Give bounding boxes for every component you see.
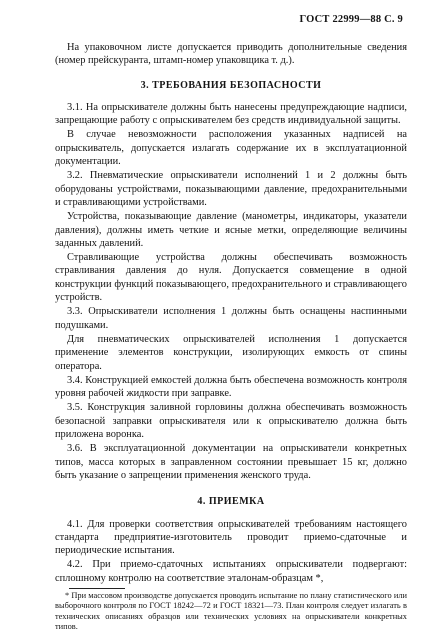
footnote-divider (69, 588, 125, 589)
paragraph-3-4: 3.4. Конструкцией емкостей должна быть обеспечена возможность контроля уровня рабочей жидкости при заправке. (55, 374, 407, 400)
footnote (55, 591, 407, 633)
paragraph-3-3-note: Для пневматических опрыскивателей исполнения 1 допускается применение элементов конструкции, изолирующих емкость от спины оператора. (55, 333, 407, 372)
page-header: ГОСТ 22999—88 С. 9 (299, 14, 403, 25)
paragraph-3-1-note: В случае невозможности расположения указанных надписей на опрыскиватель, допускается излагать содержание их в эксплуатационной документации. (55, 129, 407, 168)
section-4-title: 4. ПРИЕМКА (197, 496, 265, 508)
paragraph-4-1: 4.1. Для проверки соответствия опрыскивателей требованиям настоящего стандарта предприятие-изготовитель проводит приемо-сдаточные и периодические испытания. (55, 518, 407, 557)
intro-paragraph: На упаковочном листе допускается приводить дополнительные сведения (номер прейскуранта, штамп-номер упаковщика т. д.). (55, 42, 407, 67)
paragraph-4-2: 4.2. При приемо-сдаточных испытаниях опрыскиватели подвергают: сплошному контролю на соответствие эталонам-образцам *, (55, 559, 407, 584)
section-3-title: 3. ТРЕБОВАНИЯ БЕЗОПАСНОСТИ (140, 79, 322, 91)
paragraph-3-2: 3.2. Пневматические опрыскиватели исполнений 1 и 2 должны быть оборудованы устройствами, показывающими давление, предохранительными и стравливающими устройствами. (55, 170, 407, 208)
paragraph-3-1: 3.1. На опрыскивателе должны быть нанесены предупреждающие надписи, запрещающие работу с опрыскивателем без средств индивидуальной защиты. (55, 101, 407, 127)
paragraph-3-5: 3.5. Конструкция заливной горловины должна обеспечивать возможность безопасной заправки опрыскивателя или к опрыскивателю должна быть приложена воронка. (55, 402, 407, 441)
footnote-text: * При массовом производстве допускается проводить испытание по плану статистического или выборочного контроля по ГОСТ 18242—72 и ГОСТ 18321—73. План контроля следует излагать в технических описаниях образцов или технических условиях на опрыскиватели конкретных типов. (55, 590, 407, 632)
paragraph-3-3: 3.3. Опрыскиватели исполнения 1 должны быть оснащены наспинными подушками. (55, 306, 407, 331)
paragraph-3-6: 3.6. В эксплуатационной документации на опрыскиватели конкретных типов, масса которых в заправленном состоянии превышает 15 кг, должно быть указание о запрещении применения женского труда. (55, 443, 407, 481)
document-body (55, 41, 407, 633)
paragraph-3-2-relief: Стравливающие устройства должны обеспечивать возможность стравливания давления до нуля. Допускается совмещение в одной конструкции функций показывающего, предохранительного и стравливающего устройств. (55, 252, 407, 304)
paragraph-3-2-gauges: Устройства, показывающие давление (манометры, индикаторы, указатели давления), должны иметь четкие и ясные метки, определяющие величины заданных давлений. (55, 211, 407, 249)
